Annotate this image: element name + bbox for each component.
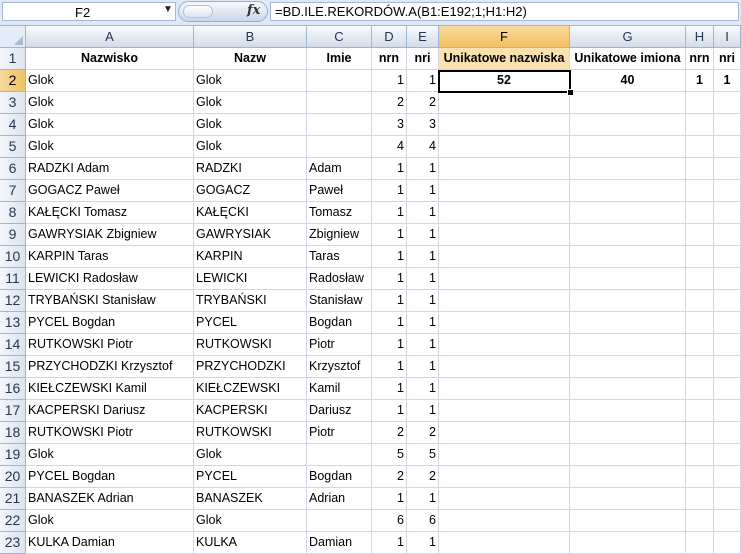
row-header-19[interactable]: 19 [0,444,26,466]
row-header-7[interactable]: 7 [0,180,26,202]
column-header-E[interactable]: E [407,26,439,48]
column-header-C[interactable]: C [307,26,372,48]
cell-B18[interactable]: RUTKOWSKI [194,422,307,444]
cell-D19[interactable]: 5 [372,444,407,466]
cell-E16[interactable]: 1 [407,378,439,400]
row-header-23[interactable]: 23 [0,532,26,554]
cell-F19[interactable] [439,444,570,466]
cell-D9[interactable]: 1 [372,224,407,246]
cell-G16[interactable] [570,378,686,400]
cell-D16[interactable]: 1 [372,378,407,400]
row-header-4[interactable]: 4 [0,114,26,136]
cell-B22[interactable]: Glok [194,510,307,532]
cell-A12[interactable]: TRYBAŃSKI Stanisław [26,290,194,312]
cell-I20[interactable] [714,466,741,488]
row-header-9[interactable]: 9 [0,224,26,246]
cell-B15[interactable]: PRZYCHODZKI [194,356,307,378]
column-header-I[interactable]: I [714,26,741,48]
cell-A4[interactable]: Glok [26,114,194,136]
cell-F16[interactable] [439,378,570,400]
name-box[interactable] [2,2,176,21]
cell-G8[interactable] [570,202,686,224]
cell-D17[interactable]: 1 [372,400,407,422]
cell-G9[interactable] [570,224,686,246]
cell-H1[interactable]: nrn [686,48,714,70]
cell-I15[interactable] [714,356,741,378]
cell-B20[interactable]: PYCEL [194,466,307,488]
cell-D12[interactable]: 1 [372,290,407,312]
cell-I23[interactable] [714,532,741,554]
cell-G15[interactable] [570,356,686,378]
cell-E22[interactable]: 6 [407,510,439,532]
cell-B12[interactable]: TRYBAŃSKI [194,290,307,312]
cell-D1[interactable]: nrn [372,48,407,70]
cell-H20[interactable] [686,466,714,488]
cell-E5[interactable]: 4 [407,136,439,158]
cell-E6[interactable]: 1 [407,158,439,180]
cell-E3[interactable]: 2 [407,92,439,114]
cell-I9[interactable] [714,224,741,246]
cell-H2[interactable]: 1 [686,70,714,92]
row-header-2[interactable]: 2 [0,70,26,92]
cell-I7[interactable] [714,180,741,202]
column-header-B[interactable]: B [194,26,307,48]
column-header-D[interactable]: D [372,26,407,48]
cell-I8[interactable] [714,202,741,224]
cell-A2[interactable]: Glok [26,70,194,92]
cell-B16[interactable]: KIEŁCZEWSKI [194,378,307,400]
row-header-6[interactable]: 6 [0,158,26,180]
cell-I6[interactable] [714,158,741,180]
cell-B3[interactable]: Glok [194,92,307,114]
cell-A17[interactable]: KACPERSKI Dariusz [26,400,194,422]
cell-A3[interactable]: Glok [26,92,194,114]
cell-A21[interactable]: BANASZEK Adrian [26,488,194,510]
cell-E17[interactable]: 1 [407,400,439,422]
cell-C23[interactable]: Damian [307,532,372,554]
cell-I21[interactable] [714,488,741,510]
cell-H6[interactable] [686,158,714,180]
cell-H12[interactable] [686,290,714,312]
cell-E7[interactable]: 1 [407,180,439,202]
cell-A7[interactable]: GOGACZ Paweł [26,180,194,202]
cell-F23[interactable] [439,532,570,554]
cell-I22[interactable] [714,510,741,532]
cell-G12[interactable] [570,290,686,312]
cell-I5[interactable] [714,136,741,158]
cell-H8[interactable] [686,202,714,224]
cell-G14[interactable] [570,334,686,356]
cell-C7[interactable]: Paweł [307,180,372,202]
cell-C4[interactable] [307,114,372,136]
cell-B14[interactable]: RUTKOWSKI [194,334,307,356]
cell-G3[interactable] [570,92,686,114]
cell-E4[interactable]: 3 [407,114,439,136]
cell-G1[interactable]: Unikatowe imiona [570,48,686,70]
cell-E12[interactable]: 1 [407,290,439,312]
row-header-3[interactable]: 3 [0,92,26,114]
row-header-11[interactable]: 11 [0,268,26,290]
formula-bar [0,0,741,26]
cell-E1[interactable]: nri [407,48,439,70]
cell-I3[interactable] [714,92,741,114]
cell-B21[interactable]: BANASZEK [194,488,307,510]
cell-F6[interactable] [439,158,570,180]
cell-C21[interactable]: Adrian [307,488,372,510]
cell-F22[interactable] [439,510,570,532]
cell-H16[interactable] [686,378,714,400]
cell-A1[interactable]: Nazwisko [26,48,194,70]
cell-D15[interactable]: 1 [372,356,407,378]
cell-F13[interactable] [439,312,570,334]
cell-B8[interactable]: KAŁĘCKI [194,202,307,224]
row-header-5[interactable]: 5 [0,136,26,158]
cell-I13[interactable] [714,312,741,334]
cell-F3[interactable] [439,92,570,114]
cell-G5[interactable] [570,136,686,158]
row-header-1[interactable]: 1 [0,48,26,70]
cell-D5[interactable]: 4 [372,136,407,158]
name-box-value: F2 [75,5,91,20]
row-header-14[interactable]: 14 [0,334,26,356]
column-header-H[interactable]: H [686,26,714,48]
insert-function-icon[interactable]: fx [247,3,261,18]
cell-B23[interactable]: KULKA [194,532,307,554]
cell-G20[interactable] [570,466,686,488]
cell-H22[interactable] [686,510,714,532]
cell-A8[interactable]: KAŁĘCKI Tomasz [26,202,194,224]
cell-A13[interactable]: PYCEL Bogdan [26,312,194,334]
cell-I14[interactable] [714,334,741,356]
cell-B4[interactable]: Glok [194,114,307,136]
row-header-17[interactable]: 17 [0,400,26,422]
cell-C12[interactable]: Stanisław [307,290,372,312]
cell-C16[interactable]: Kamil [307,378,372,400]
cell-E9[interactable]: 1 [407,224,439,246]
cell-H7[interactable] [686,180,714,202]
cell-I12[interactable] [714,290,741,312]
cell-F4[interactable] [439,114,570,136]
cell-D6[interactable]: 1 [372,158,407,180]
formula-bar-buttons [178,1,268,22]
cell-H15[interactable] [686,356,714,378]
cell-D22[interactable]: 6 [372,510,407,532]
cell-E20[interactable]: 2 [407,466,439,488]
cell-B9[interactable]: GAWRYSIAK [194,224,307,246]
cell-C17[interactable]: Dariusz [307,400,372,422]
cell-D8[interactable]: 1 [372,202,407,224]
cell-D3[interactable]: 2 [372,92,407,114]
cell-E8[interactable]: 1 [407,202,439,224]
column-header-G[interactable]: G [570,26,686,48]
cell-G19[interactable] [570,444,686,466]
cell-F15[interactable] [439,356,570,378]
cell-H5[interactable] [686,136,714,158]
row-header-21[interactable]: 21 [0,488,26,510]
fill-handle[interactable] [567,89,574,96]
row-header-8[interactable]: 8 [0,202,26,224]
cell-C2[interactable] [307,70,372,92]
cell-E18[interactable]: 2 [407,422,439,444]
select-all-button[interactable] [0,26,26,48]
cell-A16[interactable]: KIEŁCZEWSKI Kamil [26,378,194,400]
cell-A22[interactable]: Glok [26,510,194,532]
cell-H19[interactable] [686,444,714,466]
cell-A9[interactable]: GAWRYSIAK Zbigniew [26,224,194,246]
cell-D21[interactable]: 1 [372,488,407,510]
row-header-13[interactable]: 13 [0,312,26,334]
cell-E14[interactable]: 1 [407,334,439,356]
cell-D10[interactable]: 1 [372,246,407,268]
cell-D14[interactable]: 1 [372,334,407,356]
cell-E19[interactable]: 5 [407,444,439,466]
cell-B10[interactable]: KARPIN [194,246,307,268]
cell-E15[interactable]: 1 [407,356,439,378]
cell-F8[interactable] [439,202,570,224]
cell-I2[interactable]: 1 [714,70,741,92]
cell-F11[interactable] [439,268,570,290]
cell-G17[interactable] [570,400,686,422]
cell-B13[interactable]: PYCEL [194,312,307,334]
cell-A23[interactable]: KULKA Damian [26,532,194,554]
cell-E23[interactable]: 1 [407,532,439,554]
cell-A6[interactable]: RADZKI Adam [26,158,194,180]
cell-H17[interactable] [686,400,714,422]
cell-I18[interactable] [714,422,741,444]
cell-F18[interactable] [439,422,570,444]
cell-C11[interactable]: Radosław [307,268,372,290]
cell-B5[interactable]: Glok [194,136,307,158]
row-header-22[interactable]: 22 [0,510,26,532]
cell-H10[interactable] [686,246,714,268]
cell-F17[interactable] [439,400,570,422]
cell-C14[interactable]: Piotr [307,334,372,356]
cell-A5[interactable]: Glok [26,136,194,158]
cell-A20[interactable]: PYCEL Bogdan [26,466,194,488]
cell-H23[interactable] [686,532,714,554]
cell-C5[interactable] [307,136,372,158]
cell-G23[interactable] [570,532,686,554]
cell-C22[interactable] [307,510,372,532]
cell-C18[interactable]: Piotr [307,422,372,444]
cell-C8[interactable]: Tomasz [307,202,372,224]
cell-I4[interactable] [714,114,741,136]
cell-H9[interactable] [686,224,714,246]
cell-C13[interactable]: Bogdan [307,312,372,334]
cell-H14[interactable] [686,334,714,356]
cell-G18[interactable] [570,422,686,444]
cell-D11[interactable]: 1 [372,268,407,290]
cell-C1[interactable]: Imie [307,48,372,70]
cell-G10[interactable] [570,246,686,268]
cell-G4[interactable] [570,114,686,136]
cell-G22[interactable] [570,510,686,532]
cell-G7[interactable] [570,180,686,202]
cell-B17[interactable]: KACPERSKI [194,400,307,422]
cell-H11[interactable] [686,268,714,290]
cell-C6[interactable]: Adam [307,158,372,180]
cell-F12[interactable] [439,290,570,312]
cell-A14[interactable]: RUTKOWSKI Piotr [26,334,194,356]
cell-D7[interactable]: 1 [372,180,407,202]
cell-C20[interactable]: Bogdan [307,466,372,488]
row-header-15[interactable]: 15 [0,356,26,378]
cell-B1[interactable]: Nazw [194,48,307,70]
cell-F20[interactable] [439,466,570,488]
cell-A15[interactable]: PRZYCHODZKI Krzysztof [26,356,194,378]
column-header-A[interactable]: A [26,26,194,48]
cell-G21[interactable] [570,488,686,510]
row-header-18[interactable]: 18 [0,422,26,444]
row-header-12[interactable]: 12 [0,290,26,312]
cell-E13[interactable]: 1 [407,312,439,334]
chevron-down-icon[interactable]: ▼ [163,4,173,15]
cell-D2[interactable]: 1 [372,70,407,92]
cell-F14[interactable] [439,334,570,356]
cell-G11[interactable] [570,268,686,290]
cell-F1[interactable]: Unikatowe nazwiska [439,48,570,70]
cell-H13[interactable] [686,312,714,334]
cell-A11[interactable]: LEWICKI Radosław [26,268,194,290]
cell-I16[interactable] [714,378,741,400]
cell-D4[interactable]: 3 [372,114,407,136]
row-header-10[interactable]: 10 [0,246,26,268]
cell-B7[interactable]: GOGACZ [194,180,307,202]
cell-G2[interactable]: 40 [570,70,686,92]
cell-F2[interactable]: 52 [439,70,570,92]
cell-C10[interactable]: Taras [307,246,372,268]
cell-B6[interactable]: RADZKI [194,158,307,180]
cell-H3[interactable] [686,92,714,114]
cell-E10[interactable]: 1 [407,246,439,268]
cell-E11[interactable]: 1 [407,268,439,290]
cell-A19[interactable]: Glok [26,444,194,466]
cell-H21[interactable] [686,488,714,510]
cell-F10[interactable] [439,246,570,268]
cell-D13[interactable]: 1 [372,312,407,334]
cell-F5[interactable] [439,136,570,158]
row-header-20[interactable]: 20 [0,466,26,488]
cell-F21[interactable] [439,488,570,510]
cell-B11[interactable]: LEWICKI [194,268,307,290]
cell-G13[interactable] [570,312,686,334]
cell-D20[interactable]: 2 [372,466,407,488]
cell-H18[interactable] [686,422,714,444]
cell-D23[interactable]: 1 [372,532,407,554]
cell-C15[interactable]: Krzysztof [307,356,372,378]
cell-F7[interactable] [439,180,570,202]
cell-C3[interactable] [307,92,372,114]
cell-F9[interactable] [439,224,570,246]
cell-E2[interactable]: 1 [407,70,439,92]
resize-handle-icon[interactable] [183,5,213,18]
cell-I19[interactable] [714,444,741,466]
column-header-F[interactable]: F [439,26,570,48]
select-all-icon [14,36,23,45]
row-header-16[interactable]: 16 [0,378,26,400]
cell-A10[interactable]: KARPIN Taras [26,246,194,268]
cell-E21[interactable]: 1 [407,488,439,510]
cell-I10[interactable] [714,246,741,268]
cell-I1[interactable]: nri [714,48,741,70]
cell-G6[interactable] [570,158,686,180]
cell-B19[interactable]: Glok [194,444,307,466]
cell-H4[interactable] [686,114,714,136]
cell-D18[interactable]: 2 [372,422,407,444]
cell-I11[interactable] [714,268,741,290]
formula-input[interactable]: =BD.ILE.REKORDÓW.A(B1:E192;1;H1:H2) [270,2,739,21]
cell-C19[interactable] [307,444,372,466]
cell-C9[interactable]: Zbigniew [307,224,372,246]
cell-A18[interactable]: RUTKOWSKI Piotr [26,422,194,444]
cell-B2[interactable]: Glok [194,70,307,92]
cell-I17[interactable] [714,400,741,422]
